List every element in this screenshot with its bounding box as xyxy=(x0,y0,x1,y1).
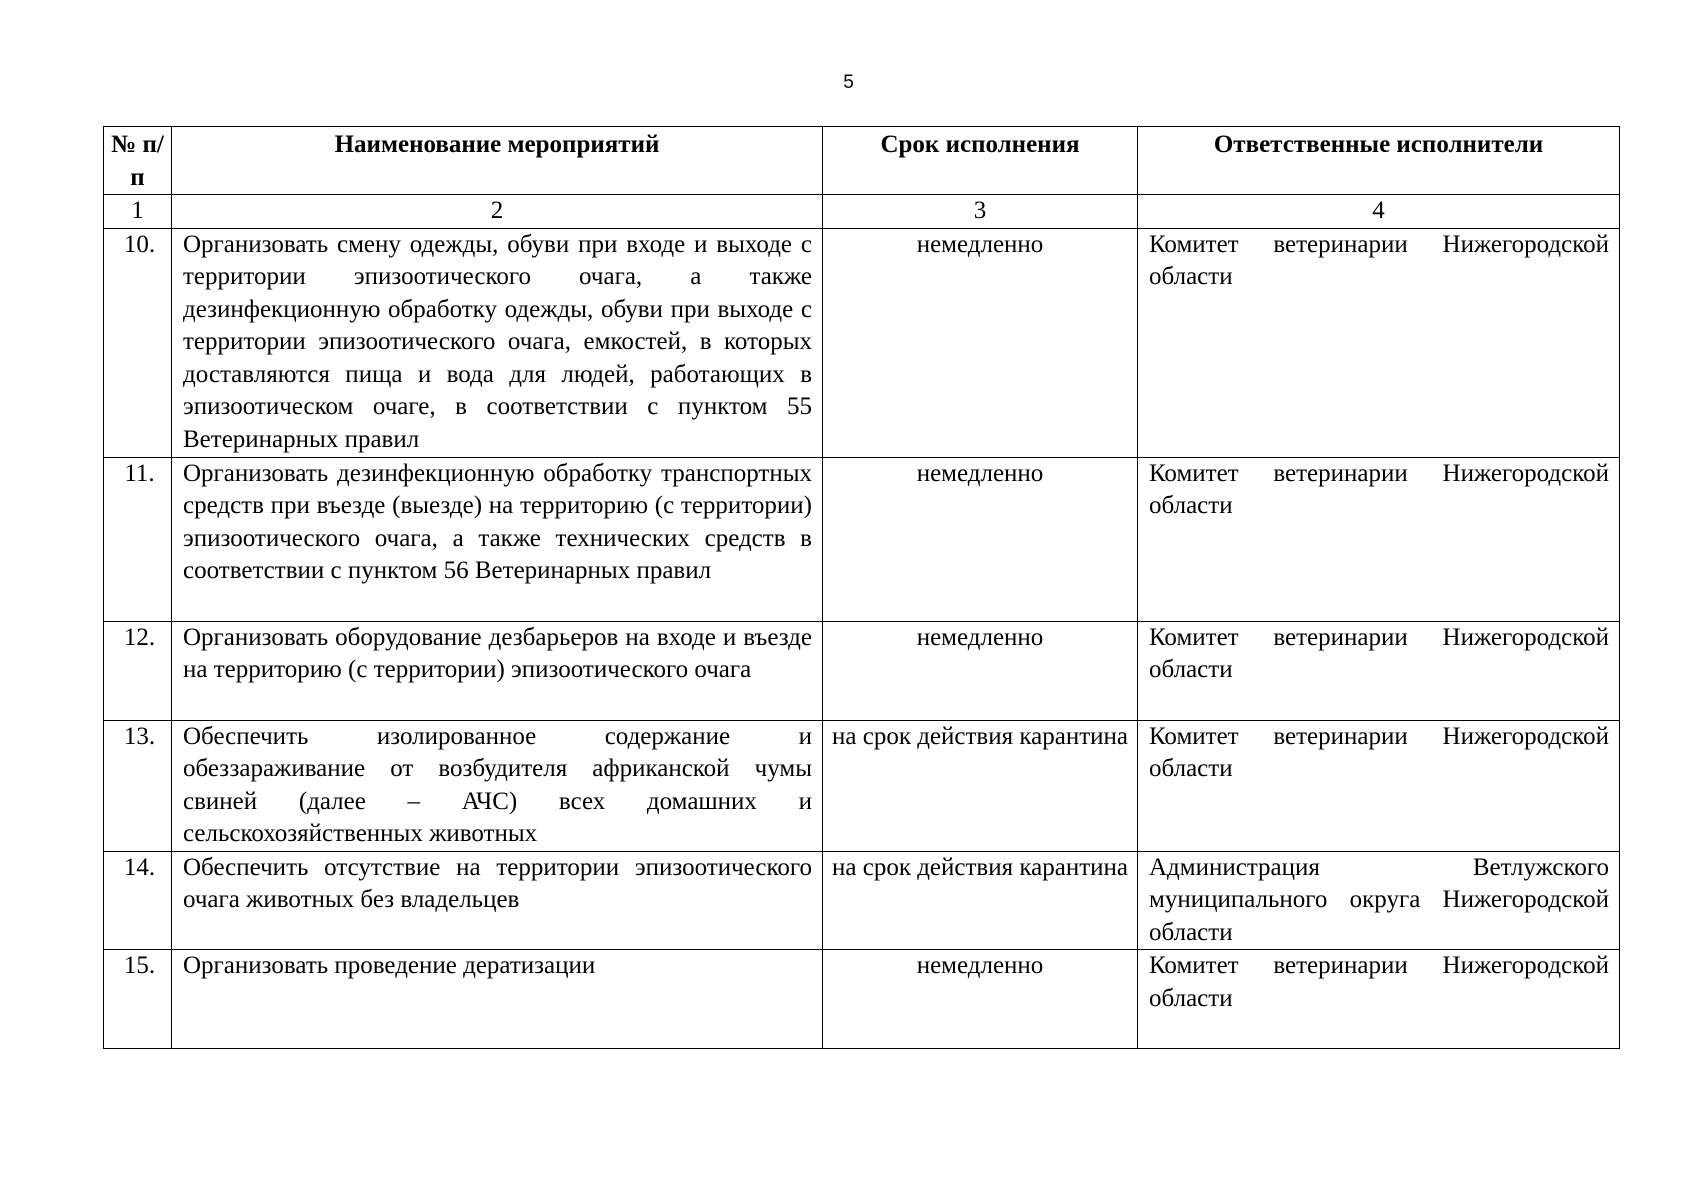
measure-term: немедленно xyxy=(823,228,1138,457)
column-number-row xyxy=(104,195,1620,229)
table-row xyxy=(104,621,1620,720)
measure-responsible: Комитет ветеринарии Нижегородской области xyxy=(1138,720,1620,851)
table-row xyxy=(104,228,1620,457)
table-header-row xyxy=(104,127,1620,195)
measure-term: немедленно xyxy=(823,950,1138,1049)
table-row xyxy=(104,851,1620,950)
measure-name: Обеспечить изолированное содержание и обеззараживание от возбудителя африканской чумы свиней (далее – АЧС) всех домашних и сельскохозяйственных животных xyxy=(172,720,823,851)
table-row xyxy=(104,457,1620,621)
measure-name: Обеспечить отсутствие на территории эпизоотического очага животных без владельцев xyxy=(172,851,823,950)
measure-responsible: Комитет ветеринарии Нижегородской области xyxy=(1138,457,1620,621)
column-number: 3 xyxy=(823,195,1138,229)
row-number: 14. xyxy=(104,851,172,950)
measure-name: Организовать дезинфекционную обработку транспортных средств при въезде (выезде) на территорию (с территории) эпизоотического очага, а также технических средств в соответствии с пунктом 56 Ветеринарных правил xyxy=(172,457,823,621)
header-term: Срок исполнения xyxy=(823,127,1138,195)
column-number: 1 xyxy=(104,195,172,229)
row-number: 12. xyxy=(104,621,172,720)
measure-responsible: Комитет ветеринарии Нижегородской области xyxy=(1138,621,1620,720)
table-row xyxy=(104,950,1620,1049)
measure-term: немедленно xyxy=(823,457,1138,621)
measure-term: немедленно xyxy=(823,621,1138,720)
measure-responsible: Комитет ветеринарии Нижегородской области xyxy=(1138,950,1620,1049)
measure-term: на срок действия карантина xyxy=(823,720,1138,851)
measure-responsible: Комитет ветеринарии Нижегородской области xyxy=(1138,228,1620,457)
row-number: 13. xyxy=(104,720,172,851)
measure-responsible: Администрация Ветлужского муниципального округа Нижегородской области xyxy=(1138,851,1620,950)
row-number: 11. xyxy=(104,457,172,621)
table-row xyxy=(104,720,1620,851)
header-responsible: Ответственные исполнители xyxy=(1138,127,1620,195)
page-number: 5 xyxy=(843,72,854,93)
column-number: 4 xyxy=(1138,195,1620,229)
measure-term: на срок действия карантина xyxy=(823,851,1138,950)
header-num: № п/п xyxy=(104,127,172,195)
measure-name: Организовать смену одежды, обуви при входе и выходе с территории эпизоотического очага, а также дезинфекционную обработку одежды, обуви при выходе с территории эпизоотического очага, емкостей, в которых доставляются пища и вода для людей, работающих в эпизоотическом очаге, в соответствии с пунктом 55 Ветеринарных правил xyxy=(172,228,823,457)
measure-name: Организовать проведение дератизации xyxy=(172,950,823,1049)
row-number: 10. xyxy=(104,228,172,457)
header-name: Наименование мероприятий xyxy=(172,127,823,195)
measure-name: Организовать оборудование дезбарьеров на входе и въезде на территорию (с территории) эпизоотического очага xyxy=(172,621,823,720)
row-number: 15. xyxy=(104,950,172,1049)
measures-table xyxy=(103,126,1620,1049)
column-number: 2 xyxy=(172,195,823,229)
